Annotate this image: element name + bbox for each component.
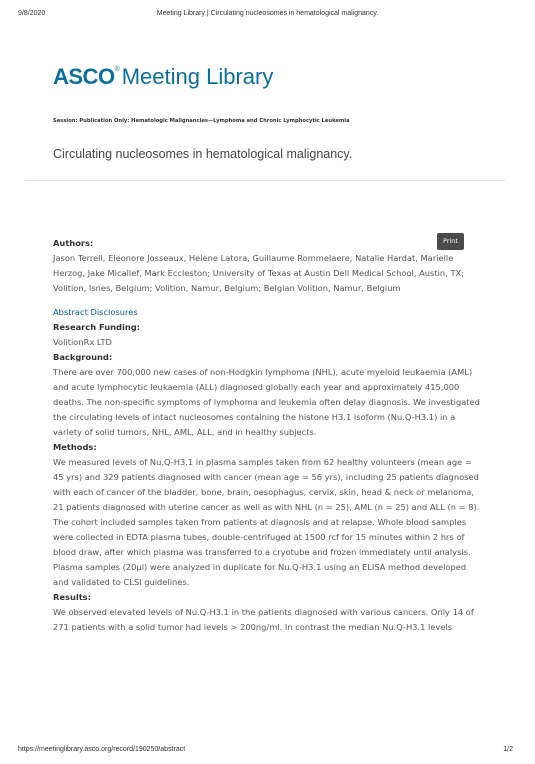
abstract-content bbox=[53, 236, 481, 635]
methods-label: Methods: bbox=[53, 442, 97, 452]
print-page-title: Meeting Library | Circulating nucleosomes in hematological malignancy. bbox=[156, 10, 379, 17]
authors-label: Authors: bbox=[53, 238, 94, 248]
results-label: Results: bbox=[53, 592, 91, 602]
results-text: We observed elevated levels of Nu.Q-H3.1 in the patients diagnosed with various cancers. Only 14 of 271 patients with a solid tumor had levels > 200ng/ml. In contrast the median Nu.Q-H3.1 levels bbox=[53, 607, 474, 632]
print-page-number: 1/2 bbox=[503, 746, 513, 753]
authors-text: Jason Terrell, Eleonore Josseaux, Helene Latora, Guillaume Rommelaere, Natalie Hardat, Marielle Herzog, Jake Micallef, Mark Eccleston; University of Texas at Austin Dell Medical School, Austin, TX; Volition, Isnes, Belgium; Volition, Namur, Belgium; Belgian Volition, Namur, Belgium bbox=[53, 253, 465, 293]
registered-mark: ® bbox=[114, 66, 120, 73]
print-url: https://meetinglibrary.asco.org/record/190250/abstract bbox=[18, 746, 186, 753]
abstract-disclosures-link[interactable]: Abstract Disclosures bbox=[53, 307, 138, 317]
abstract-title: Circulating nucleosomes in hematological malignancy. bbox=[53, 147, 353, 161]
asco-meeting-library-logo[interactable] bbox=[53, 64, 273, 90]
session-name: Session: Publication Only: Hematologic Malignancies—Lymphoma and Chronic Lymphocytic Leukemia bbox=[53, 118, 350, 124]
logo-asco-text: ASCO bbox=[53, 64, 115, 89]
background-label: Background: bbox=[53, 352, 113, 362]
background-text: There are over 700,000 new cases of non-Hodgkin lymphoma (NHL), acute myeloid leukaemia (AML) and acute lymphocytic leukaemia (ALL) diagnosed globally each year and approximately 415,000 deaths. The non-specific symptoms of lymphoma and leukemia often delay diagnosis. We investigated the circulating levels of intact nucleosomes containing the histone H3.1 isoform (Nu.Q-H3.1) in a variety of solid tumors, NHL, AML, ALL, and in healthy subjects. bbox=[53, 367, 480, 437]
methods-text: We measured levels of Nu.Q-H3.1 in plasma samples taken from 62 healthy volunteers (mean age = 45 yrs) and 329 patients diagnosed with cancer (mean age = 56 yrs), including 25 patients diagnosed with each of cancer of the bladder, bone, brain, oesophagus, cervix, skin, head & neck or melanoma, 21 patients diagnosed with uterine cancer as well as with NHL (n = 25), AML (n = 25) and ALL (n = 8). The cohort included samples taken from patients at diagnosis and at relapse. Whole blood samples were collected in EDTA plasma tubes, double-centrifuged at 1500 rcf for 15 minutes within 2 hrs of blood draw, after which plasma was transferred to a cryotube and frozen immediately until analysis. Plasma samples (20µl) were analyzed in duplicate for Nu.Q-H3.1 using an ELISA method developed and validated to CLSI guidelines. bbox=[53, 457, 480, 587]
divider bbox=[25, 180, 505, 181]
print-button[interactable]: Print bbox=[437, 233, 464, 250]
logo-library-text: Meeting Library bbox=[121, 64, 274, 89]
research-funding-label: Research Funding: bbox=[53, 322, 140, 332]
print-date: 9/8/2020 bbox=[18, 10, 46, 17]
research-funding-text: VolitionRx LTD bbox=[53, 337, 112, 347]
print-header bbox=[0, 10, 535, 22]
